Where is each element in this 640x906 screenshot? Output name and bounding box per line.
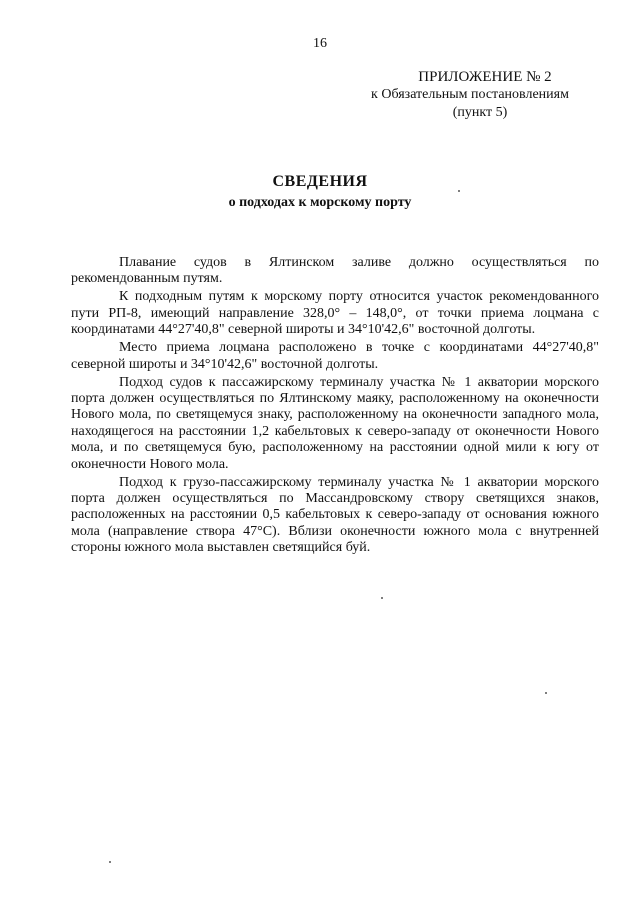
document-heading [0, 172, 640, 212]
appendix-block [340, 68, 600, 122]
paragraph: Подход судов к пассажирскому терминалу участка № 1 акватории морского порта должен осуществляться по Ялтинскому маяку, расположенному на оконечности Нового мола, по светящемуся знаку, расположенному на оконечности западного мола, находящегося на расстоянии 1,2 кабельтовых к северо-западу от оконечности Нового мола, и по светящемуся бую, расположенному на расстоянии одной мили к югу от оконечности Нового мола. [71, 374, 599, 472]
scan-speck [109, 861, 111, 863]
paragraph: Подход к грузо-пассажирскому терминалу участка № 1 акватории морского порта должен осуществляться по Массандровскому створу светящихся знаков, расположенных на расстоянии 0,5 кабельтовых к северо-западу от основания южного мола (направление створа 47°С). Вблизи оконечности южного мола с внутренней стороны южного мола выставлен светящийся буй. [71, 474, 599, 556]
page-number: 16 [313, 36, 327, 51]
paragraph: Место приема лоцмана расположено в точке с координатами 44°27'40,8" северной широты и 34°10'42,6" восточной долготы. [71, 340, 599, 372]
paragraph: Плавание судов в Ялтинском заливе должно осуществляться по рекомендованным путям. [71, 255, 599, 287]
appendix-point: (пункт 5) [452, 105, 508, 120]
appendix-reference: к Обязательным постановлениям [371, 87, 569, 102]
paragraph: К подходным путям к морскому порту относится участок рекомендованного пути РП-8, имеющий направление 328,0° – 148,0°, от точки приема лоцмана с координатами 44°27'40,8" северной широты и 34°10'42,6" восточной долготы. [71, 289, 599, 338]
scan-speck [381, 597, 383, 599]
heading-title: СВЕДЕНИЯ [272, 173, 368, 190]
scan-speck [458, 190, 460, 192]
scan-speck [545, 692, 547, 694]
appendix-title: ПРИЛОЖЕНИЕ № 2 [418, 69, 552, 85]
body-text [71, 255, 599, 558]
heading-subtitle: о подходах к морскому порту [228, 195, 412, 210]
